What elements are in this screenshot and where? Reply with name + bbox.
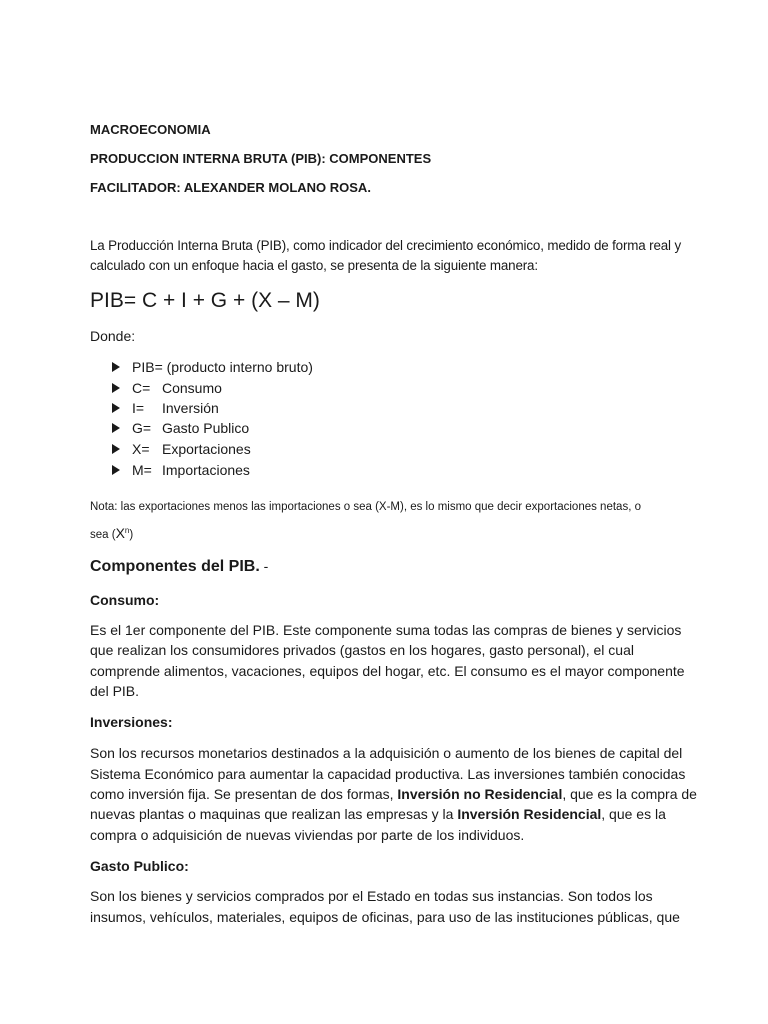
inversiones-heading: Inversiones: bbox=[90, 714, 173, 730]
definition-item: G= Gasto Publico bbox=[112, 420, 249, 436]
course-title: MACROECONOMIA bbox=[90, 122, 211, 137]
arrow-bullet-icon bbox=[112, 423, 120, 433]
definition-item: I= Inversión bbox=[112, 400, 219, 416]
note-line-1: Nota: las exportaciones menos las importaciones o sea (X-M), es lo mismo que decir exportaciones netas, o bbox=[90, 501, 641, 513]
topic-title: PRODUCCION INTERNA BRUTA (PIB): COMPONENTES bbox=[90, 151, 432, 166]
definition-item: X= Exportaciones bbox=[112, 441, 251, 457]
donde-label: Donde: bbox=[90, 328, 136, 344]
inversiones-line: Sistema Económico para aumentar la capacidad productiva. Las inversiones también conocidas bbox=[90, 766, 686, 782]
bold-term: Inversión Residencial bbox=[457, 806, 602, 822]
consumo-heading: Consumo: bbox=[90, 592, 160, 608]
facilitator-line: FACILITADOR: ALEXANDER MOLANO ROSA. bbox=[90, 180, 371, 195]
arrow-bullet-icon bbox=[112, 403, 120, 413]
inversiones-line: compra o adquisición de nuevas viviendas por parte de los individuos. bbox=[90, 827, 525, 843]
note-line-2: sea $(X^n)$ bbox=[90, 525, 134, 541]
arrow-bullet-icon bbox=[112, 444, 120, 454]
inversiones-line: nuevas plantas o maquinas que realizan las empresas y la Inversión Residencial, que es la bbox=[90, 806, 666, 822]
gasto-line: Son los bienes y servicios comprados por el Estado en todas sus instancias. Son todos los bbox=[90, 888, 653, 904]
definition-item: C= Consumo bbox=[112, 380, 222, 396]
pib-formula: PIB= C + I + G + (X – M) bbox=[90, 289, 320, 312]
definition-item: PIB= (producto interno bruto) bbox=[112, 359, 313, 375]
gasto-heading: Gasto Publico: bbox=[90, 858, 189, 874]
consumo-line: del PIB. bbox=[90, 683, 140, 699]
intro-line-2: calculado con un enfoque hacia el gasto, se presenta de la siguiente manera: bbox=[90, 258, 538, 273]
inversiones-line: como inversión fija. Se presentan de dos formas, Inversión no Residencial, que es la compra de bbox=[90, 786, 697, 802]
arrow-bullet-icon bbox=[112, 465, 120, 475]
arrow-bullet-icon bbox=[112, 383, 120, 393]
consumo-line: comprende alimentos, vacaciones, equipos del hogar, etc. El consumo es el mayor componente bbox=[90, 663, 685, 679]
arrow-bullet-icon bbox=[112, 362, 120, 372]
consumo-line: que realizan los consumidores privados (gastos en los hogares, gasto personal), el cual bbox=[90, 642, 634, 658]
definition-item: M= Importaciones bbox=[112, 462, 250, 478]
consumo-line: Es el 1er componente del PIB. Este componente suma todas las compras de bienes y servicios bbox=[90, 622, 682, 638]
section-title: Componentes del PIB. - bbox=[90, 558, 269, 575]
intro-line-1: La Producción Interna Bruta (PIB), como indicador del crecimiento económico, medido de forma real y bbox=[90, 238, 681, 253]
inversiones-line: Son los recursos monetarios destinados a la adquisición o aumento de los bienes de capital del bbox=[90, 745, 683, 761]
bold-term: Inversión no Residencial bbox=[397, 786, 563, 802]
gasto-line: insumos, vehículos, materiales, equipos de oficinas, para uso de las instituciones públicas, que bbox=[90, 909, 680, 925]
